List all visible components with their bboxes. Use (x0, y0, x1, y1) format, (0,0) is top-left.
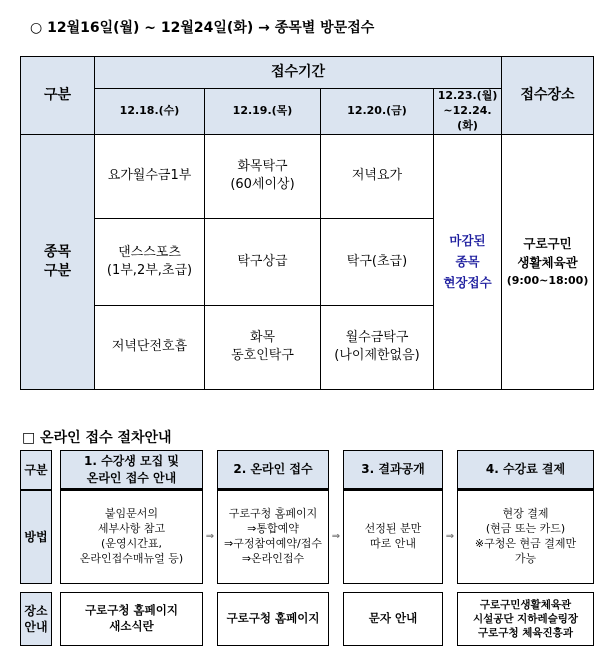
method-line: 세부사항 참고 (97, 522, 166, 536)
section-heading-online: □ 온라인 접수 절차안내 (22, 430, 172, 446)
program-cell (321, 218, 434, 305)
step-header: 3. 결과공개 (343, 450, 443, 490)
program-cell (205, 134, 321, 218)
arrow-icon: ⇒ (205, 531, 215, 543)
method-line: ⇒온라인접수 (241, 551, 305, 565)
place-line: 시설공단 지하레슬링장 (472, 612, 579, 625)
method-line: ⇒통합예약 (247, 522, 299, 536)
method-line: (운영시간표, (101, 537, 162, 550)
header-period: 접수기간 (95, 57, 502, 89)
date-header: 12.18.(수) (95, 89, 205, 135)
program-cell (95, 305, 205, 389)
date-line: ~12.24.(화) (443, 103, 492, 132)
step-title-line: 온라인 접수 안내 (86, 470, 177, 485)
place-cell (457, 592, 594, 646)
method-line: 붙임문서의 (104, 507, 159, 521)
step-title-line: 1. 수강생 모집 및 (84, 454, 179, 469)
place-cell: 구로구청 홈페이지 (217, 592, 329, 646)
program-cell (95, 134, 205, 218)
program-name: 댄스스포츠 (118, 244, 181, 260)
program-cell (95, 218, 205, 305)
place-line: 구로구민생활체육관 (479, 598, 572, 611)
online-procedure-table (20, 450, 594, 646)
method-cell (60, 490, 203, 584)
onsite-registration-cell (434, 134, 502, 389)
place-line: 생활체육관 (517, 255, 578, 270)
program-note: (60세이상) (230, 177, 295, 193)
program-note: (나이제한없음) (334, 348, 420, 364)
step-header (60, 450, 203, 490)
method-line: 온라인접수매뉴얼 등) (79, 551, 184, 565)
method-line: 따로 안내 (369, 537, 416, 550)
program-cell (321, 134, 434, 218)
place-line: (9:00~18:00) (506, 274, 589, 288)
method-line: 가능 (514, 551, 537, 565)
program-name: 탁구상급 (237, 253, 288, 269)
header-place: 접수장소 (502, 57, 594, 135)
onsite-line: 종목 (455, 253, 480, 269)
program-name: 저녁요가 (351, 168, 403, 184)
program-cell (321, 305, 434, 389)
row-label-sport (21, 134, 95, 389)
date-header: 12.20.(금) (321, 89, 434, 135)
place-line: 구로구청 홈페이지 (85, 603, 178, 618)
method-cell (457, 490, 594, 584)
program-cell (205, 218, 321, 305)
place-line: 구로구민 (523, 235, 572, 251)
method-line: 선정된 분만 (364, 522, 422, 536)
method-line: ⇒구정참여예약/접수 (224, 537, 322, 550)
step-header: 2. 온라인 접수 (217, 450, 329, 490)
method-label: 방법 (20, 490, 52, 584)
place-label-line: 장소 (24, 603, 48, 618)
method-line: (현금 또는 카드) (485, 522, 566, 536)
arrow-icon: ⇒ (445, 531, 455, 543)
place-label-line: 안내 (24, 620, 48, 634)
method-line: 구로구청 홈페이지 (228, 507, 318, 521)
row-label-line: 종목 (43, 243, 72, 260)
date-header-last (434, 89, 502, 135)
program-name: 화목 (249, 330, 276, 346)
method-line: 현장 결제 (502, 507, 549, 521)
onsite-line: 현장접수 (443, 275, 492, 291)
arrow-icon: ⇒ (331, 531, 341, 543)
corner-label: 구분 (20, 450, 52, 490)
step-header: 4. 수강료 결제 (457, 450, 594, 490)
place-cell (60, 592, 203, 646)
place-line: 구로구청 체육진흥과 (478, 627, 573, 640)
place-label (20, 592, 52, 646)
onsite-line: 마감된 (449, 232, 486, 248)
header-category: 구분 (21, 57, 95, 135)
program-note: (1부,2부,초급) (106, 262, 193, 278)
place-line: 새소식란 (109, 619, 154, 633)
program-name: 화목탁구 (237, 159, 288, 175)
program-name: 요가월수금1부 (107, 168, 192, 184)
method-cell (343, 490, 443, 584)
section-heading-visit: ○ 12월16일(월) ~ 12월24일(화) → 종목별 방문접수 (30, 20, 375, 36)
program-name: 탁구(초급) (346, 253, 408, 269)
date-line: 12.23.(월) (437, 89, 498, 102)
method-cell (217, 490, 329, 584)
date-header: 12.19.(목) (205, 89, 321, 135)
method-line: ※구청은 현금 결제만 (474, 537, 577, 550)
visit-registration-table (20, 56, 594, 390)
program-cell (205, 305, 321, 389)
program-name: 월수금탁구 (345, 330, 409, 346)
program-name: 저녁단전호흡 (111, 339, 188, 355)
row-label-line: 구분 (43, 262, 72, 279)
program-name: 동호인탁구 (231, 348, 294, 364)
place-cell: 문자 안내 (343, 592, 443, 646)
place-cell (502, 134, 594, 389)
